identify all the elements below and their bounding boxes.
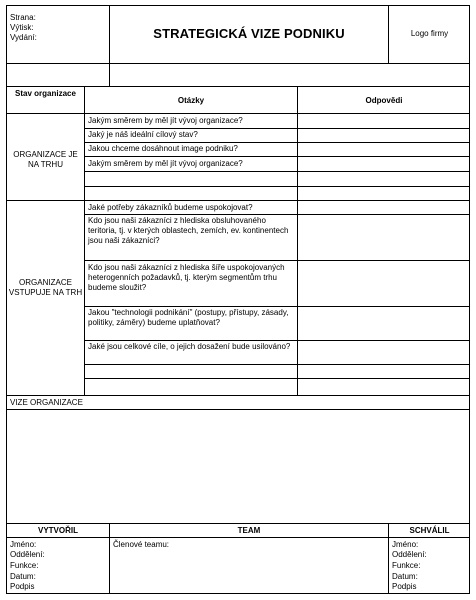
question-text: Jakou "technologii podnikání" (postupy, přístupy, zásady, politiky, záměry) budeme uplatňovat? xyxy=(88,308,289,327)
question-text: Kdo jsou naši zákazníci z hlediska šíře uspokojovaných heterogenních požadavků, tj. kterým segmentům trhu budeme sloužit? xyxy=(88,263,285,292)
divider xyxy=(84,128,470,129)
divider xyxy=(84,260,470,261)
approved-signature-label: Podpis xyxy=(392,582,417,591)
issue-field-label: Vydání: xyxy=(10,33,37,42)
question-text: Jaké jsou celkové cíle, o jejich dosažení bude usilováno? xyxy=(88,342,291,351)
divider xyxy=(84,364,470,365)
divider xyxy=(84,306,470,307)
column-header-questions: Otázky xyxy=(177,96,205,105)
approved-function-label: Funkce: xyxy=(392,561,421,570)
question-text: Jakým směrem by měl jít vývoj organizace? xyxy=(88,116,243,125)
divider xyxy=(6,200,470,201)
question-text: Jakou chceme dosáhnout image podniku? xyxy=(88,144,238,153)
divider xyxy=(84,142,470,143)
divider xyxy=(109,5,110,86)
section-label-on-market: ORGANIZACE JE NA TRHU xyxy=(13,150,78,169)
question-text: Jaké potřeby zákazníků budeme uspokojovat? xyxy=(88,203,253,212)
divider xyxy=(84,171,470,172)
divider xyxy=(6,63,470,64)
approved-by-header: SCHVÁLIL xyxy=(409,526,450,535)
created-signature-label: Podpis xyxy=(10,582,35,591)
approved-name-label: Jméno: xyxy=(392,540,419,549)
divider xyxy=(6,537,470,538)
divider xyxy=(84,156,470,157)
section-label-entering-market: ORGANIZACE VSTUPUJE NA TRH xyxy=(8,278,83,297)
company-logo-placeholder: Logo firmy xyxy=(410,29,449,38)
question-text: Jaký je náš ideální cílový stav? xyxy=(88,130,198,139)
created-date-label: Datum: xyxy=(10,572,36,581)
divider xyxy=(84,86,85,395)
vision-label: VIZE ORGANIZACE xyxy=(10,398,83,407)
question-text: Kdo jsou naši zákazníci z hlediska obsluhovaného teritoria, tj. v kterých oblastech, zemích, ev. kontinentech jsou naši zákazníci? xyxy=(88,216,289,245)
created-name-label: Jméno: xyxy=(10,540,37,549)
approved-date-label: Datum: xyxy=(392,572,418,581)
created-by-header: VYTVOŘIL xyxy=(37,526,78,535)
divider xyxy=(84,340,470,341)
divider xyxy=(84,214,470,215)
divider xyxy=(84,378,470,379)
approved-department-label: Oddělení: xyxy=(392,550,427,559)
divider xyxy=(6,523,470,524)
column-header-state: Stav organizace xyxy=(15,89,76,98)
divider xyxy=(84,186,470,187)
created-function-label: Funkce: xyxy=(10,561,39,570)
question-text: Jakým směrem by měl jít vývoj organizace? xyxy=(88,159,243,168)
divider xyxy=(6,113,470,114)
divider xyxy=(6,86,470,87)
document-title: STRATEGICKÁ VIZE PODNIKU xyxy=(153,26,345,41)
column-header-answers: Odpovědi xyxy=(365,96,403,105)
copy-field-label: Výtisk: xyxy=(10,23,34,32)
vision-text-area[interactable] xyxy=(7,410,469,522)
created-department-label: Oddělení: xyxy=(10,550,45,559)
divider xyxy=(6,395,470,396)
team-header: TEAM xyxy=(237,526,261,535)
team-members-label: Členové teamu: xyxy=(113,540,170,549)
page-field-label: Strana: xyxy=(10,13,36,22)
divider xyxy=(297,86,298,395)
